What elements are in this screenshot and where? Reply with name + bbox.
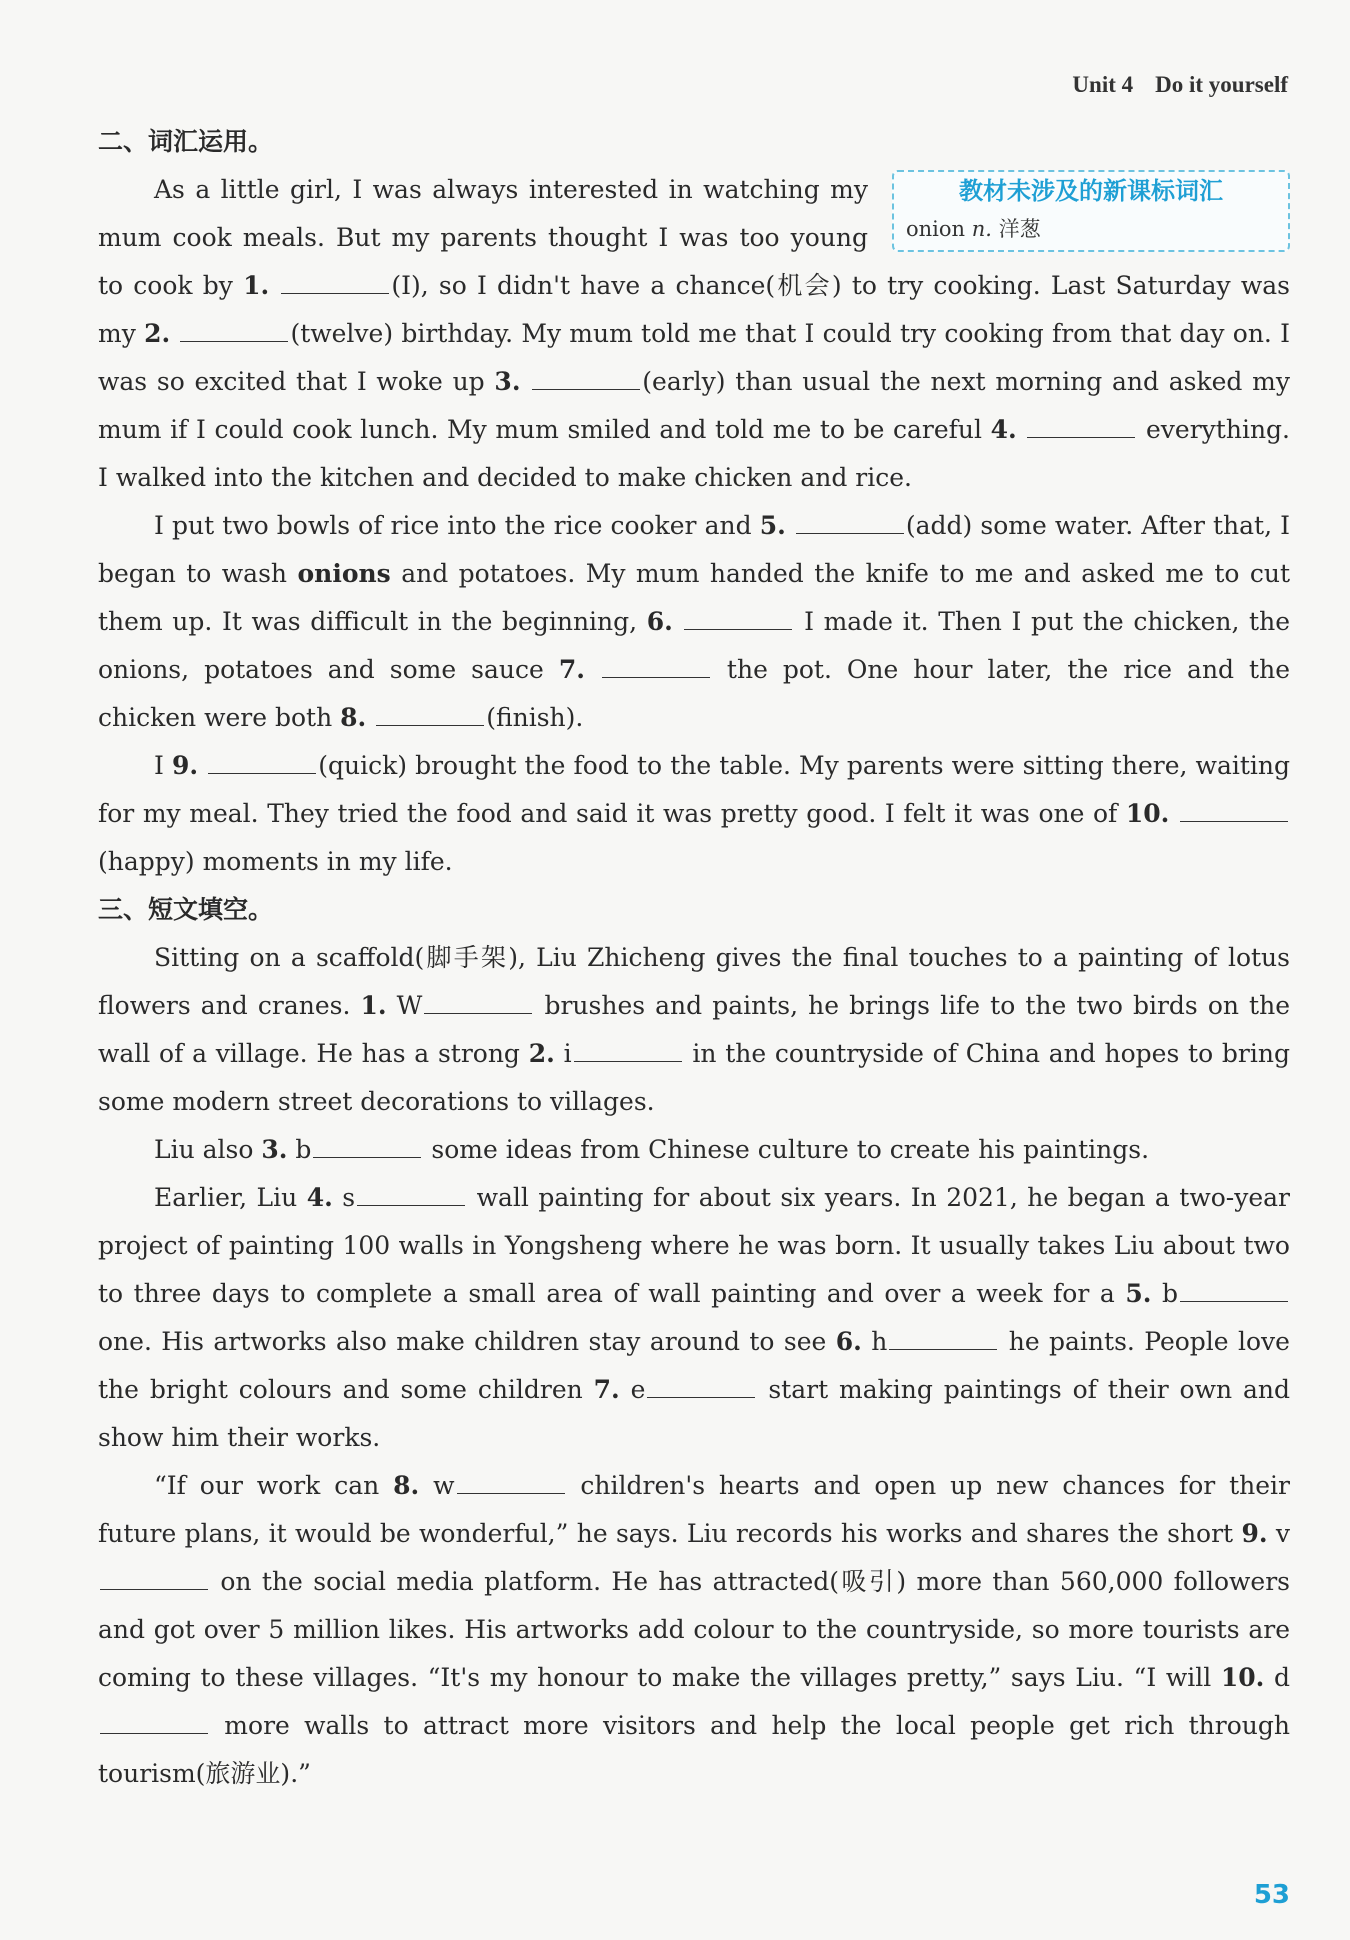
text: the pot. One hour later, the rice and the chicken were both [98, 655, 1290, 732]
text: and potatoes. My mum handed the knife to me and asked me to cut them up. It was difficult in the beginning, [98, 559, 1291, 636]
question-number: 9. [1241, 1519, 1268, 1548]
question-number: 5. [1125, 1279, 1152, 1308]
vocab-box [892, 170, 1290, 252]
text: (happy) moments in my life. [98, 847, 453, 876]
text: one. His artworks also make children stay around to see [98, 1327, 836, 1356]
text: some ideas from Chinese culture to create his paintings. [423, 1135, 1150, 1164]
answer-blank-s3-9[interactable] [100, 1567, 208, 1590]
s2-paragraph-3 [98, 742, 1290, 886]
text: (I), so I didn't have a chance(机会) to try cooking. Last Saturday was my [98, 271, 1290, 348]
text: (quick) brought the food to the table. My parents were sitting there, waiting for my meal. They tried the food and said it was pretty good. I felt it was one of [98, 751, 1291, 828]
vocab-entry [906, 210, 1276, 248]
text: on the social media platform. He has attracted(吸引) more than 560,000 followers and got over 5 million likes. His artworks add colour to the countryside, so more tourists are coming to these villages. “It's my honour to make the villages pretty,” says Liu. “I will [98, 1567, 1290, 1692]
initial-letter: b [1151, 1279, 1178, 1308]
answer-blank-s2-1[interactable] [281, 271, 389, 294]
answer-blank-s2-8[interactable] [376, 703, 484, 726]
question-number: 1. [360, 991, 387, 1020]
answer-blank-s2-9[interactable] [208, 751, 316, 774]
question-number: 1. [243, 271, 270, 300]
text: I made it. Then I put the chicken, the onions, potatoes and some sauce [98, 607, 1290, 684]
answer-blank-s3-3[interactable] [313, 1135, 421, 1158]
initial-letter: v [1267, 1519, 1290, 1548]
text: (finish). [486, 703, 584, 732]
vocab-word: onion [906, 217, 966, 241]
unit-label: Unit 4 [1072, 72, 1134, 97]
initial-letter: i [554, 1039, 572, 1068]
s3-paragraph-3 [98, 1174, 1290, 1462]
initial-letter: e [619, 1375, 646, 1404]
text: I put two bowls of rice into the rice cooker and [154, 511, 760, 540]
unit-title: Do it yourself [1155, 72, 1288, 97]
question-number: 10. [1220, 1663, 1265, 1692]
answer-blank-s2-6[interactable] [684, 607, 792, 630]
answer-blank-s3-8[interactable] [457, 1471, 565, 1494]
answer-blank-s3-10[interactable] [100, 1711, 208, 1734]
question-number: 4. [306, 1183, 333, 1212]
page-number: 53 [1253, 1880, 1290, 1910]
section-3-title: 三、短文填空。 [98, 895, 274, 924]
page-header [1072, 72, 1288, 98]
text: wall painting for about six years. In 2021, he began a two-year project of painting 100 walls in Yongsheng where he was born. It usually takes Liu about two to three days to complete a small area of wall painting and over a week for a [98, 1183, 1290, 1308]
vocab-box-title: 教材未涉及的新课标词汇 [959, 177, 1223, 205]
initial-letter: d [1264, 1663, 1290, 1692]
s3-paragraph-4 [98, 1462, 1290, 1798]
answer-blank-s2-5[interactable] [796, 511, 904, 534]
text: in the countryside of China and hopes to bring some modern street decorations to villages. [98, 1039, 1290, 1116]
section-2-title: 二、词汇运用。 [98, 127, 274, 156]
s2-paragraph-2 [98, 502, 1290, 742]
initial-letter: b [287, 1135, 312, 1164]
content [98, 118, 1290, 1798]
question-number: 6. [835, 1327, 862, 1356]
text: Liu also [154, 1135, 262, 1164]
question-number: 8. [340, 703, 367, 732]
question-number: 7. [558, 655, 585, 684]
s3-paragraph-2 [98, 1126, 1290, 1174]
question-number: 2. [528, 1039, 555, 1068]
question-number: 5. [759, 511, 786, 540]
question-number: 8. [393, 1471, 420, 1500]
question-number: 2. [144, 319, 171, 348]
vocab-meaning: 洋葱 [998, 217, 1041, 241]
bold-word: onions [297, 559, 391, 588]
question-number: 9. [172, 751, 199, 780]
question-number: 4. [990, 415, 1017, 444]
text: (add) some water. After that, I began to wash [98, 511, 1290, 588]
answer-blank-s3-2[interactable] [574, 1039, 682, 1062]
text: Sitting on a scaffold(脚手架), Liu Zhicheng gives the final touches to a painting of lotus flowers and cranes. [98, 943, 1290, 1020]
answer-blank-s2-3[interactable] [532, 367, 640, 390]
initial-letter: w [419, 1471, 455, 1500]
question-number: 3. [261, 1135, 288, 1164]
answer-blank-s3-5[interactable] [1180, 1279, 1288, 1302]
text: As a little girl, I was always interested in watching my mum cook meals. But my parents thought I was too young to cook by [98, 175, 868, 300]
answer-blank-s2-4[interactable] [1027, 415, 1135, 438]
question-number: 3. [494, 367, 521, 396]
s3-paragraph-1 [98, 934, 1290, 1126]
text: “If our work can [154, 1471, 394, 1500]
answer-blank-s3-1[interactable] [424, 991, 532, 1014]
text: brushes and paints, he brings life to the two birds on the wall of a village. He has a strong [98, 991, 1290, 1068]
text: start making paintings of their own and show him their works. [98, 1375, 1290, 1452]
text: (twelve) birthday. My mum told me that I could try cooking from that day on. I was so excited that I woke up [98, 319, 1290, 396]
initial-letter: s [332, 1183, 356, 1212]
answer-blank-s3-4[interactable] [357, 1183, 465, 1206]
text: Earlier, Liu [154, 1183, 307, 1212]
text: everything. I walked into the kitchen and decided to make chicken and rice. [98, 415, 1290, 492]
answer-blank-s2-7[interactable] [602, 655, 710, 678]
vocab-pos: n. [971, 217, 992, 241]
text: I [154, 751, 172, 780]
answer-blank-s2-10[interactable] [1180, 799, 1288, 822]
question-number: 6. [646, 607, 673, 636]
text: children's hearts and open up new chances for their future plans, it would be wonderful,” he says. Liu records his works and shares the short [98, 1471, 1290, 1548]
text: he paints. People love the bright colours and some children [98, 1327, 1290, 1404]
initial-letter: h [861, 1327, 888, 1356]
answer-blank-s2-2[interactable] [180, 319, 288, 342]
answer-blank-s3-6[interactable] [889, 1327, 997, 1350]
answer-blank-s3-7[interactable] [647, 1375, 755, 1398]
text: (early) than usual the next morning and asked my mum if I could cook lunch. My mum smiled and told me to be careful [98, 367, 1290, 444]
question-number: 10. [1125, 799, 1170, 828]
question-number: 7. [593, 1375, 620, 1404]
initial-letter: W [386, 991, 423, 1020]
text: more walls to attract more visitors and help the local people get rich through tourism(旅游业).” [98, 1711, 1290, 1788]
